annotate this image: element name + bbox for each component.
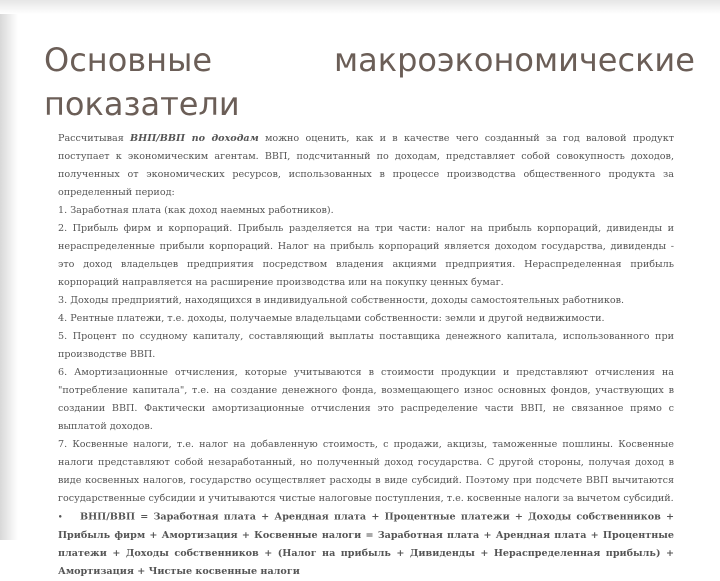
intro-paragraph: Рассчитывая ВНП/ВВП по доходам можно оценить, как и в качестве чего созданный за год валовой продукт поступает к экономическим агентам. ВВП, подсчитанный по доходам, представляет собой совокупность доходов, полученных от экономических ресурсов, использованных в процессе производства общественного продукта за определенный период:	[58, 133, 674, 198]
intro-emphasis: ВНП/ВВП по доходам	[130, 133, 259, 144]
title-word-3: показатели	[44, 85, 240, 123]
formula	[58, 508, 674, 581]
item-5: 5. Процент по ссудному капиталу, составляющий выплаты поставщика денежного капитала, использованного при производстве ВВП.	[58, 331, 674, 360]
bullet-icon: •	[58, 512, 63, 521]
item-3: 3. Доходы предприятий, находящихся в индивидуальной собственности, доходы самостоятельных работников.	[58, 295, 625, 306]
item-2: 2. Прибыль фирм и корпораций. Прибыль разделяется на три части: налог на прибыль корпораций, дивиденды и нераспределенные прибыли корпораций. Налог на прибыль корпораций является доходом государства, дивиденды - это доход владельцев предприятия посредством владения акциями предприятия. Нераспределенная прибыль корпораций направляется на расширение производства или на покупку ценных бумаг.	[58, 223, 674, 288]
item-7: 7. Косвенные налоги, т.е. налог на добавленную стоимость, с продажи, акцизы, таможенные пошлины. Косвенные налоги представляют собой незаработанный, но полученный доход государства. С другой стороны, получая доход в виде косвенных налогов, государство осуществляет расходы в виде субсидий. Поэтому при подсчете ВВП вычитаются государственные субсидии и учитываются чистые налоговые поступления, т.е. косвенные налоги за вычетом субсидий.	[58, 439, 674, 504]
title-word-1: Основные	[44, 41, 213, 79]
slide-left-shadow	[0, 0, 18, 540]
slide-top-shadow	[0, 0, 720, 14]
item-6: 6. Амортизационные отчисления, которые учитываются в стоимости продукции и представляют отчисления на "потребление капитала", т.е. на создание денежного фонда, возмещающего износ основных фондов, участвующих в создании ВВП. Фактически амортизационные отчисления это распределение части ВВП, не связанное прямо с выплатой доходов.	[58, 367, 674, 432]
item-4: 4. Рентные платежи, т.е. доходы, получаемые владельцами собственности: земли и другой недвижимости.	[58, 313, 605, 324]
slide-body	[58, 130, 674, 581]
formula-text: ВНП/ВВП = Заработная плата + Арендная плата + Процентные платежи + Доходы собственников + Прибыль фирм + Амортизация + Косвенные налоги = Заработная плата + Арендная плата + Процентные платежи + Доходы собственников + (Налог на прибыль + Дивиденды + Нераспределенная прибыль) + Амортизация + Чистые косвенные налоги	[58, 511, 674, 577]
title-word-2: макроэкономические	[334, 41, 695, 79]
item-1: 1. Заработная плата (как доход наемных работников).	[58, 205, 334, 216]
